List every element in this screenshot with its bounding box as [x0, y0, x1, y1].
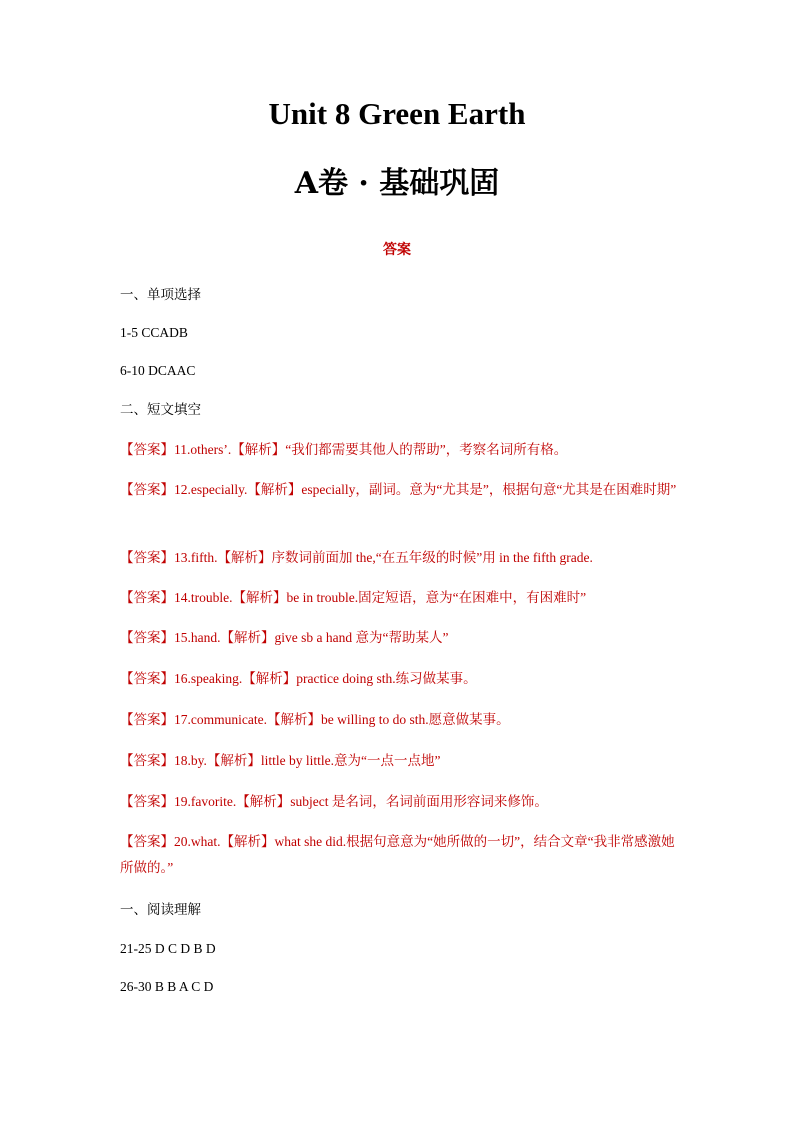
cloze-answer-item [120, 707, 680, 733]
document-subtitle: A卷 · 基础巩固 [294, 166, 500, 201]
section-heading-single-choice: 一、单项选择 [120, 287, 201, 302]
cloze-answer-item [120, 545, 680, 571]
answer-line: 21-25 D C D B D [120, 941, 216, 956]
answer-text: 16.speaking. [174, 671, 243, 686]
answer-text: 17.communicate. [174, 712, 267, 727]
analysis-text: practice doing sth.练习做某事。 [296, 671, 477, 686]
analysis-tag: 【解析】 [220, 834, 275, 849]
cloze-answer-item [120, 625, 680, 651]
answer-text: 13.fifth. [174, 550, 218, 565]
answer-tag: 【答案】 [120, 794, 174, 809]
answer-text: 11.others’. [174, 442, 232, 457]
analysis-tag: 【解析】 [236, 794, 291, 809]
analysis-tag: 【解析】 [217, 550, 272, 565]
answer-tag: 【答案】 [120, 482, 174, 497]
answer-tag: 【答案】 [120, 550, 174, 565]
analysis-text: give sb a hand 意为“帮助某人” [274, 630, 449, 645]
answer-tag: 【答案】 [120, 442, 174, 457]
answer-line: 1-5 CCADB [120, 325, 188, 340]
answer-text: 14.trouble. [174, 590, 233, 605]
analysis-tag: 【解析】 [266, 712, 321, 727]
answer-tag: 【答案】 [120, 834, 174, 849]
analysis-tag: 【解析】 [247, 482, 302, 497]
answer-tag: 【答案】 [120, 590, 174, 605]
section-heading-cloze: 二、短文填空 [120, 402, 201, 417]
answer-heading: 答案 [383, 242, 411, 258]
analysis-text: be willing to do sth.愿意做某事。 [320, 712, 510, 727]
cloze-answer-item [120, 585, 680, 611]
answer-text: 19.favorite. [174, 794, 237, 809]
answer-tag: 【答案】 [120, 753, 174, 768]
analysis-text: 序数词前面加 the,“在五年级的时候”用 in the fifth grade. [271, 550, 593, 565]
cloze-answer-item [120, 789, 680, 815]
answer-text: 20.what. [174, 834, 221, 849]
analysis-tag: 【解析】 [242, 671, 297, 686]
answer-tag: 【答案】 [120, 630, 174, 645]
analysis-tag: 【解析】 [206, 753, 261, 768]
analysis-text: subject 是名词，名词前面用形容词来修饰。 [290, 794, 548, 809]
analysis-text: “我们都需要其他人的帮助”，考察名词所有格。 [285, 442, 568, 457]
analysis-text: little by little.意为“一点一点地” [260, 753, 441, 768]
answer-line: 26-30 B B A C D [120, 979, 214, 994]
answer-tag: 【答案】 [120, 671, 174, 686]
analysis-tag: 【解析】 [232, 590, 287, 605]
answer-text: 12.especially. [174, 482, 248, 497]
section-heading-reading: 一、阅读理解 [120, 902, 201, 917]
answer-tag: 【答案】 [120, 712, 174, 727]
answer-line: 6-10 DCAAC [120, 363, 196, 378]
cloze-answer-item [120, 829, 680, 881]
answer-text: 18.by. [174, 753, 207, 768]
analysis-tag: 【解析】 [220, 630, 275, 645]
cloze-answer-item [120, 748, 680, 774]
document-title: Unit 8 Green Earth [268, 96, 526, 131]
answer-text: 15.hand. [174, 630, 221, 645]
analysis-text: especially，副词。意为“尤其是”，根据句意“尤其是在困难时期” [301, 482, 677, 497]
cloze-answer-item [120, 477, 680, 503]
cloze-answer-item [120, 666, 680, 692]
analysis-text: be in trouble.固定短语，意为“在困难中，有困难时” [286, 590, 587, 605]
analysis-text: what she did.根据句意意为“她所做的一切”，结合文章“我非常感激她所做的。” [120, 834, 675, 875]
cloze-answer-item [120, 437, 680, 463]
analysis-tag: 【解析】 [231, 442, 286, 457]
